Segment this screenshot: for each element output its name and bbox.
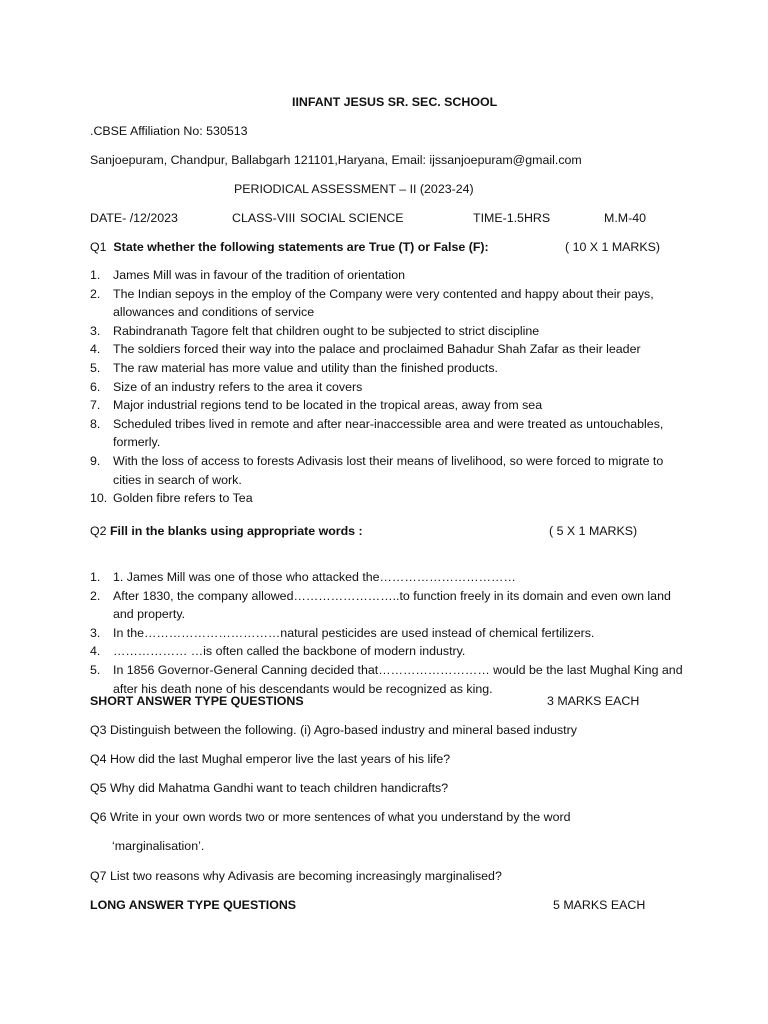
q1-title: State whether the following statements are True (T) or False (F): xyxy=(113,240,489,254)
question-q6-continued: ‘marginalisation’. xyxy=(112,839,205,853)
q1-item xyxy=(90,396,690,415)
item-number: 2. xyxy=(90,588,101,603)
item-text: 1. James Mill was one of those who attacked the…………………………… xyxy=(113,570,516,584)
item-number: 4. xyxy=(90,644,101,659)
school-name: IINFANT JESUS SR. SEC. SCHOOL xyxy=(292,95,498,109)
item-text: In the……………………………natural pesticides are used instead of chemical fertilizers. xyxy=(113,625,595,640)
q1-item xyxy=(90,415,690,452)
item-number: 7. xyxy=(90,398,101,413)
q1-item xyxy=(90,322,690,341)
exam-title: PERIODICAL ASSESSMENT – II (2023-24) xyxy=(234,182,474,196)
school-address: Sanjoepuram, Chandpur, Ballabgarh 121101,Haryana, Email: ijssanjoepuram@gmail.com xyxy=(90,153,582,167)
item-text: In 1856 Governor-General Canning decided that……………………… would be the last Mughal King and after his death none of his descendants would be recognized as king. xyxy=(113,662,683,696)
item-text: With the loss of access to forests Adivasis lost their means of livelihood, so were forced to migrate to cities in search of work. xyxy=(113,453,664,487)
long-answer-heading: LONG ANSWER TYPE QUESTIONS xyxy=(90,898,297,912)
q1-item xyxy=(90,340,690,359)
q1-item xyxy=(90,285,690,322)
item-text: The soldiers forced their way into the palace and proclaimed Bahadur Shah Zafar as their leader xyxy=(113,342,641,357)
item-number: 9. xyxy=(90,453,101,468)
item-text: The raw material has more value and utility than the finished products. xyxy=(113,360,498,375)
item-number: 6. xyxy=(90,379,101,394)
item-number: 5. xyxy=(90,662,101,677)
q1-item xyxy=(90,378,690,397)
item-number: 10. xyxy=(90,491,108,506)
question-q6: Q6 Write in your own words two or more sentences of what you understand by the word xyxy=(90,810,571,824)
item-text: The Indian sepoys in the employ of the Company were very contented and happy about their pays, allowances and conditions of service xyxy=(113,286,654,320)
question-q5: Q5 Why did Mahatma Gandhi want to teach children handicrafts? xyxy=(90,781,449,795)
q2-item xyxy=(90,587,690,624)
short-answer-marks: 3 MARKS EACH xyxy=(547,694,640,708)
item-number: 1. xyxy=(90,268,101,282)
item-text: Size of an industry refers to the area it covers xyxy=(113,379,363,394)
q2-prefix: Q2 xyxy=(90,524,107,538)
q1-item xyxy=(90,452,690,489)
item-text: Major industrial regions tend to be located in the tropical areas, away from sea xyxy=(113,398,543,413)
question-q3: Q3 Distinguish between the following. (i) Agro-based industry and mineral based industry xyxy=(90,723,577,737)
q2-item xyxy=(90,661,690,698)
item-text: Rabindranath Tagore felt that children ought to be subjected to strict discipline xyxy=(113,323,540,338)
item-number: 5. xyxy=(90,360,101,375)
item-number: 3. xyxy=(90,625,101,640)
exam-time: TIME-1.5HRS xyxy=(473,211,551,225)
affiliation-number: .CBSE Affiliation No: 530513 xyxy=(90,124,248,138)
exam-class: CLASS-VIII xyxy=(232,211,296,225)
q1-item xyxy=(90,359,690,378)
question-q4: Q4 How did the last Mughal emperor live the last years of his life? xyxy=(90,752,451,766)
item-number: 8. xyxy=(90,416,101,431)
q2-item xyxy=(90,642,690,661)
q2-heading xyxy=(90,525,363,537)
item-text: ……………… …is often called the backbone of modern industry. xyxy=(113,644,466,659)
q1-item xyxy=(90,489,690,508)
item-text: Golden fibre refers to Tea xyxy=(113,491,253,506)
q1-marks: ( 10 X 1 MARKS) xyxy=(565,240,661,254)
exam-subject: SOCIAL SCIENCE xyxy=(300,211,404,225)
item-text: James Mill was in favour of the tradition of orientation xyxy=(113,268,406,282)
q2-item xyxy=(90,624,690,643)
q1-list xyxy=(90,266,690,508)
q1-heading xyxy=(90,241,489,253)
item-number: 2. xyxy=(90,286,101,301)
item-number: 3. xyxy=(90,323,101,338)
short-answer-heading: SHORT ANSWER TYPE QUESTIONS xyxy=(90,694,304,708)
max-marks: M.M-40 xyxy=(604,211,646,225)
item-text: Scheduled tribes lived in remote and after near-inaccessible area and were treated as untouchables, formerly. xyxy=(113,416,664,450)
q2-marks: ( 5 X 1 MARKS) xyxy=(549,524,638,538)
question-q7: Q7 List two reasons why Adivasis are becoming increasingly marginalised? xyxy=(90,869,502,883)
q1-item xyxy=(90,266,690,285)
item-number: 1. xyxy=(90,570,101,584)
item-text: After 1830, the company allowed……………………..to function freely in its domain and even own land and property. xyxy=(113,588,671,622)
q2-item xyxy=(90,568,690,587)
exam-date: DATE- /12/2023 xyxy=(90,211,178,225)
item-number: 4. xyxy=(90,342,101,357)
long-answer-marks: 5 MARKS EACH xyxy=(553,898,646,912)
q1-prefix: Q1 xyxy=(90,240,107,254)
q2-list xyxy=(90,568,690,698)
q2-title: Fill in the blanks using appropriate words : xyxy=(109,524,363,538)
